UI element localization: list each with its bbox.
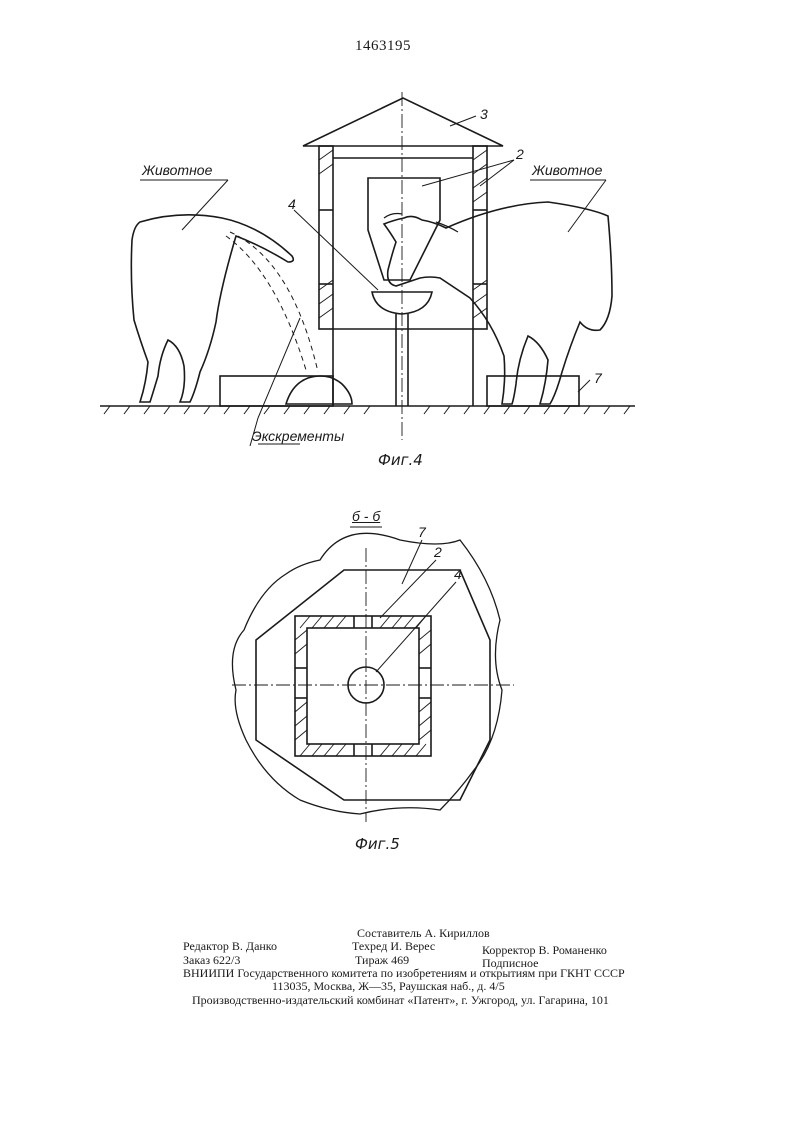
right-post — [473, 146, 487, 329]
imprint-org-line: ВНИИПИ Государственного комитета по изобретениям и открытиям при ГКНТ СССР — [183, 966, 625, 980]
dung-pile — [286, 376, 352, 404]
wall-hatching — [295, 616, 431, 756]
imprint-compiler: Составитель А. Кириллов — [357, 926, 490, 940]
fig5-ref-7: 7 — [418, 524, 426, 540]
label-animal-left: Животное — [142, 162, 213, 178]
patent-number: 1463195 — [355, 38, 411, 54]
figure-5-caption: Фиг.5 — [355, 835, 400, 853]
left-post — [319, 146, 333, 329]
imprint-order: Заказ 622/3 — [183, 953, 241, 967]
right-animal — [384, 202, 612, 404]
ref-2: 2 — [516, 146, 524, 162]
feed-window — [368, 178, 440, 280]
imprint-techred: Техред И. Верес — [352, 939, 436, 953]
section-label: б - б — [352, 508, 381, 524]
outer-square — [295, 616, 431, 756]
imprint-editor: Редактор В. Данко — [183, 939, 278, 953]
left-floor-rim — [220, 376, 333, 406]
roof — [303, 98, 503, 146]
imprint-address-line: 113035, Москва, Ж—35, Раушская наб., д. 4/5 — [272, 979, 505, 993]
right-floor-rim — [487, 376, 579, 406]
inner-square — [307, 628, 419, 744]
label-excrements: Экскременты — [252, 428, 345, 444]
ground-hatching — [104, 406, 630, 414]
figure-4-caption: Фиг.4 — [378, 451, 423, 469]
label-animal-right: Животное — [532, 162, 603, 178]
left-animal — [131, 215, 293, 402]
imprint-circulation: Тираж 469 — [355, 953, 410, 967]
fig5-ref-4: 4 — [454, 566, 462, 582]
fig5-ref-2: 2 — [434, 544, 442, 560]
ref-3: 3 — [480, 106, 488, 122]
figure-5-drawing — [232, 527, 514, 822]
ref-4: 4 — [288, 196, 296, 212]
imprint-corrector: Корректор В. Романенко — [482, 943, 607, 957]
imprint-subscription: Подписное — [482, 956, 539, 970]
imprint-publisher-line: Производственно-издательский комбинат «Патент», г. Ужгород, ул. Гагарина, 101 — [192, 993, 609, 1007]
ref-7: 7 — [594, 370, 602, 386]
